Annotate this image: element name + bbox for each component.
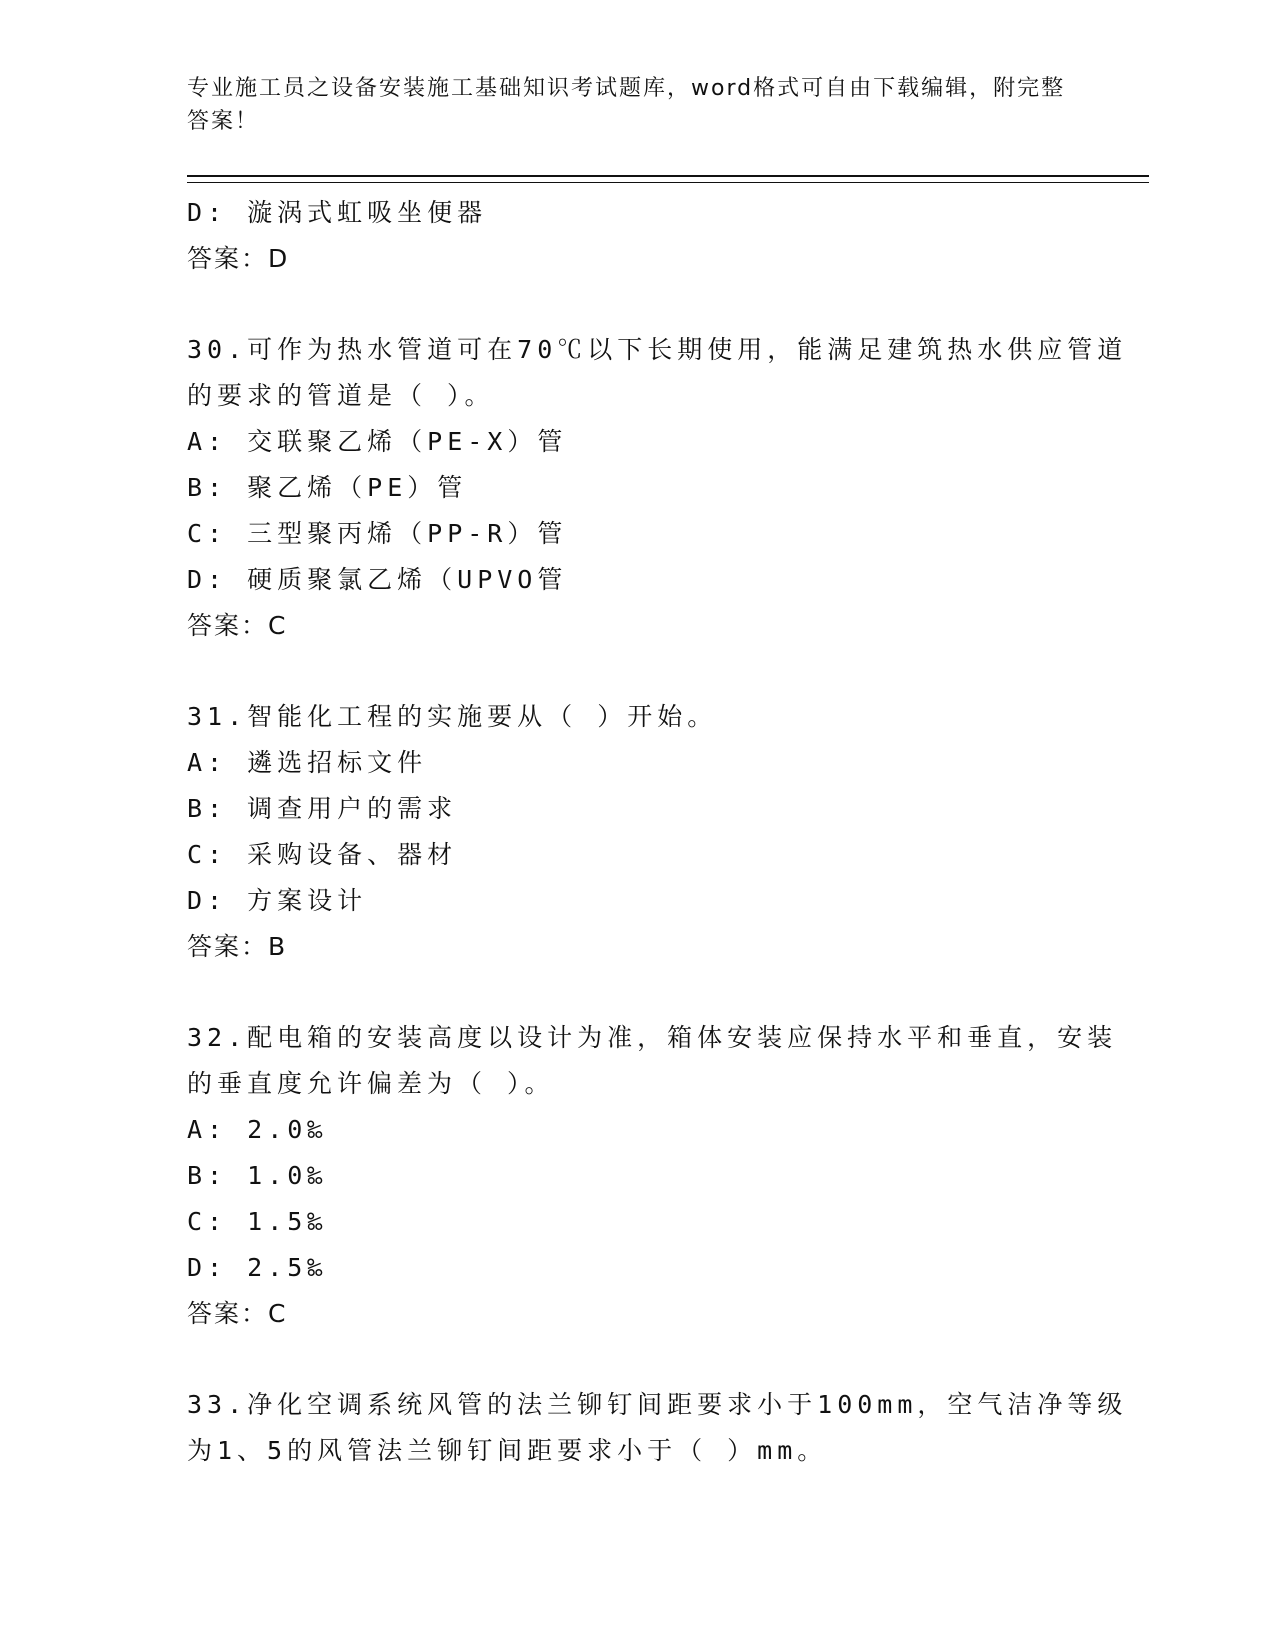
question-30-option-b: B: 聚乙烯（PE）管 bbox=[187, 473, 468, 502]
answer-line: 答案：D bbox=[187, 244, 290, 273]
question-31-answer: 答案：B bbox=[187, 932, 288, 961]
question-31-option-c: C: 采购设备、器材 bbox=[187, 840, 458, 869]
question-30-stem-line-2: 的要求的管道是（ ）。 bbox=[187, 381, 495, 410]
question-31-option-d: D: 方案设计 bbox=[187, 886, 368, 915]
question-32-option-c: C: 1.5‰ bbox=[187, 1207, 328, 1236]
document-header: 专业施工员之设备安装施工基础知识考试题库，word格式可自由下载编辑，附完整答案！ bbox=[187, 76, 1066, 134]
question-32-stem-line-1: 32.配电箱的安装高度以设计为准，箱体安装应保持水平和垂直，安装 bbox=[187, 1023, 1118, 1052]
question-30-option-a: A: 交联聚乙烯（PE-X）管 bbox=[187, 427, 568, 456]
question-31-option-b: B: 调查用户的需求 bbox=[187, 794, 458, 823]
question-30-option-d: D: 硬质聚氯乙烯（UPVO管 bbox=[187, 565, 568, 594]
question-31-stem-line-1: 31.智能化工程的实施要从（ ）开始。 bbox=[187, 702, 718, 731]
option-d: D: 漩涡式虹吸坐便器 bbox=[187, 198, 488, 227]
question-30-stem-line-1: 30.可作为热水管道可在70℃以下长期使用，能满足建筑热水供应管道 bbox=[187, 335, 1128, 364]
question-30-answer: 答案：C bbox=[187, 611, 288, 640]
question-32-option-d: D: 2.5‰ bbox=[187, 1253, 328, 1282]
question-31-option-a: A: 遴选招标文件 bbox=[187, 748, 428, 777]
question-32-stem-line-2: 的垂直度允许偏差为（ ）。 bbox=[187, 1069, 555, 1098]
header-rule-thin bbox=[187, 182, 1149, 183]
question-30-option-c: C: 三型聚丙烯（PP-R）管 bbox=[187, 519, 568, 548]
question-32-option-a: A: 2.0‰ bbox=[187, 1115, 328, 1144]
question-content bbox=[187, 190, 1128, 1474]
question-33-stem-line-1: 33.净化空调系统风管的法兰铆钉间距要求小于100mm，空气洁净等级 bbox=[187, 1390, 1128, 1419]
question-32-answer: 答案：C bbox=[187, 1299, 288, 1328]
question-33-stem-line-2: 为1、5的风管法兰铆钉间距要求小于（ ）mm。 bbox=[187, 1436, 828, 1465]
header-rule-thick bbox=[187, 175, 1149, 177]
question-32-option-b: B: 1.0‰ bbox=[187, 1161, 328, 1190]
